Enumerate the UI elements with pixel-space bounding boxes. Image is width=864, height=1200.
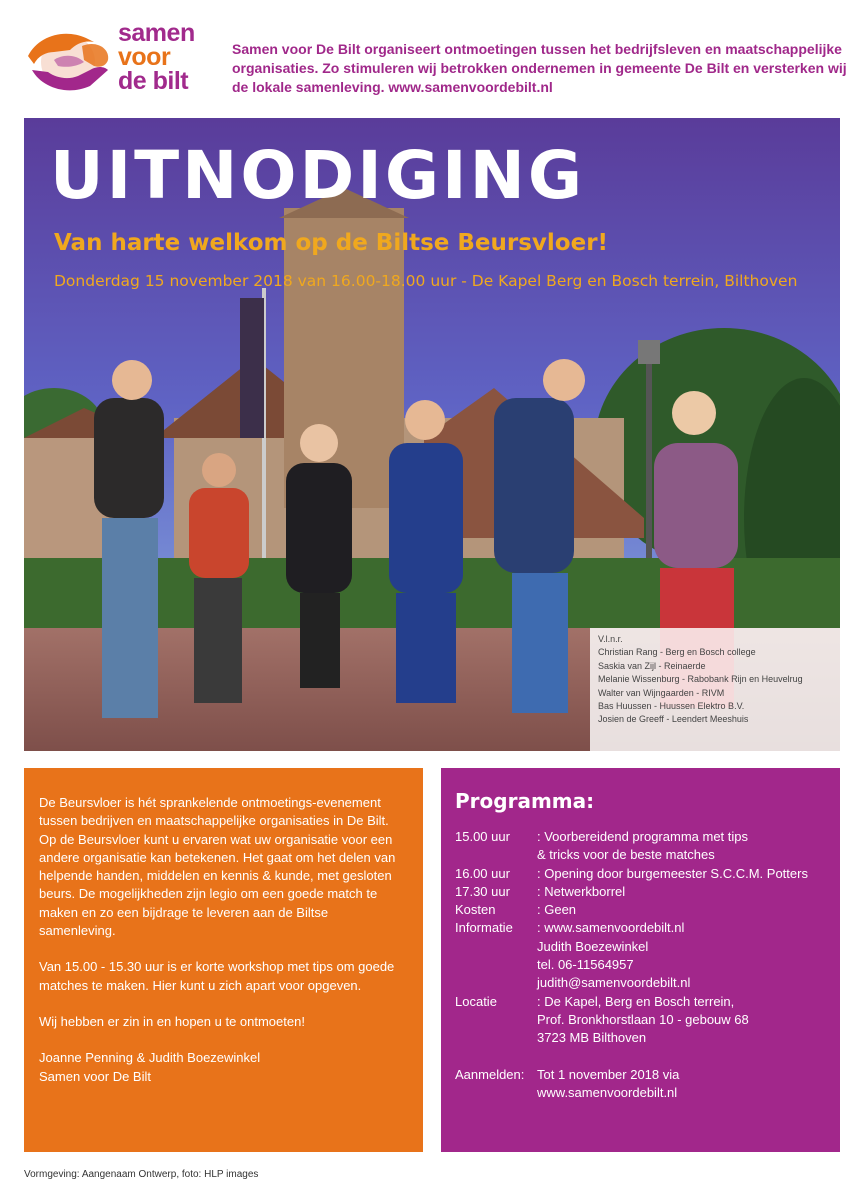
lamp-head <box>638 340 660 364</box>
caption-line: Melanie Wissenburg - Rabobank Rijn en Heuvelrug <box>598 674 803 685</box>
program-row-key: Aanmelden: <box>455 1066 525 1082</box>
welcome-subtitle: Van harte welkom op de Biltse Beursvloer! <box>54 230 609 256</box>
program-row-value: Tot 1 november 2018 via www.samenvoordebilt.nl <box>537 1066 680 1100</box>
samen-voor-de-bilt-logo[interactable] <box>24 19 224 102</box>
caption-line: Saskia van Zijl - Reinaerde <box>598 660 706 671</box>
event-date-location: Donderdag 15 november 2018 van 16.00-18.00 uur - De Kapel Berg en Bosch terrein, Bilthoven <box>54 272 798 290</box>
header <box>0 0 864 112</box>
helping-hands-logo-icon <box>24 26 114 98</box>
logo-line-voor: voor <box>118 43 171 71</box>
person-christian-rang <box>94 360 164 718</box>
hero-photo <box>24 118 840 751</box>
program-row-value: : www.samenvoordebilt.nl Judith Boezewinkel tel. 06-11564957 judith@samenvoordebilt.nl <box>537 920 691 991</box>
beursvloer-description-panel <box>24 768 423 1152</box>
invitation-title: UITNODIGING <box>50 137 585 214</box>
program-row-value: : Geen <box>537 902 577 918</box>
logo-line-samen: samen <box>118 19 195 47</box>
caption-line: Walter van Wijngaarden - RIVM <box>598 687 725 698</box>
program-row <box>455 1066 826 1103</box>
intro-text: Samen voor De Bilt organiseert ontmoetingen tussen het bedrijfsleven en maatschappelijke organisaties. Zo stimuleren wij betrokken ondernemen in gemeente De Bilt en versterken wij de lokale samenleving. www.samenvoordebilt.nl <box>232 41 847 95</box>
program-row-value: : Voorbereidend programma met tips & tricks voor de beste matches <box>537 829 748 863</box>
program-row <box>455 865 826 883</box>
program-row-key: Informatie <box>455 920 513 936</box>
signature-organisation: Samen voor De Bilt <box>39 1068 151 1084</box>
caption-line: Christian Rang - Berg en Bosch college <box>598 647 756 658</box>
programma-panel <box>441 768 840 1152</box>
program-row-key: 16.00 uur <box>455 865 510 881</box>
programma-title: Programma: <box>455 789 595 813</box>
program-row <box>455 901 826 919</box>
closing-paragraph: Wij hebben er zin in en hopen u te ontmoeten! <box>39 1013 305 1029</box>
design-credit: Vormgeving: Aangenaam Ontwerp, foto: HLP images <box>24 1169 259 1180</box>
caption-line: Bas Huussen - Huussen Elektro B.V. <box>598 701 745 712</box>
photo-caption <box>590 628 840 751</box>
program-row-key: Kosten <box>455 902 496 918</box>
banner <box>240 298 264 438</box>
program-row-value: : Netwerkborrel <box>537 883 626 899</box>
program-row-key: 15.00 uur <box>455 829 510 844</box>
logo-wordmark <box>118 19 228 95</box>
program-row <box>455 828 826 865</box>
program-row-value: : De Kapel, Berg en Bosch terrein, Prof. Bronkhorstlaan 10 - gebouw 68 3723 MB Bilthoven <box>537 993 749 1046</box>
person-walter-van-wijngaarden <box>389 400 463 703</box>
logo-line-de-bilt: de bilt <box>118 67 189 95</box>
program-row-value: : Opening door burgemeester S.C.C.M. Potters <box>537 865 808 881</box>
person-saskia-van-zijl <box>189 453 249 703</box>
description-paragraph: De Beursvloer is hét sprankelende ontmoetings-evenement tussen bedrijven en maatschappelijke organisaties in De Bilt. Op de Beursvloer kunt u ervaren wat uw organisatie voor een andere organisatie kan betekenen. Het gaat om het delen van helpende handen, middelen en kennis & kunde, met gesloten beurs. De mogelijkheden zijn legio om een goede match te maken en zo een bijdrage te leveren aan de Biltse samenleving. <box>39 795 396 939</box>
program-row-key: 17.30 uur <box>455 883 510 899</box>
program-row <box>455 883 826 901</box>
signature-names: Joanne Penning & Judith Boezewinkel <box>39 1050 261 1066</box>
caption-line: Josien de Greeff - Leendert Meeshuis <box>598 714 749 725</box>
program-row-key: Locatie <box>455 993 497 1009</box>
caption-line: V.l.n.r. <box>598 634 623 644</box>
workshop-paragraph: Van 15.00 - 15.30 uur is er korte workshop met tips om goede matches te maken. Hier kunt u zich apart voor opgeven. <box>39 959 395 993</box>
program-row <box>455 993 826 1048</box>
program-row <box>455 919 826 992</box>
